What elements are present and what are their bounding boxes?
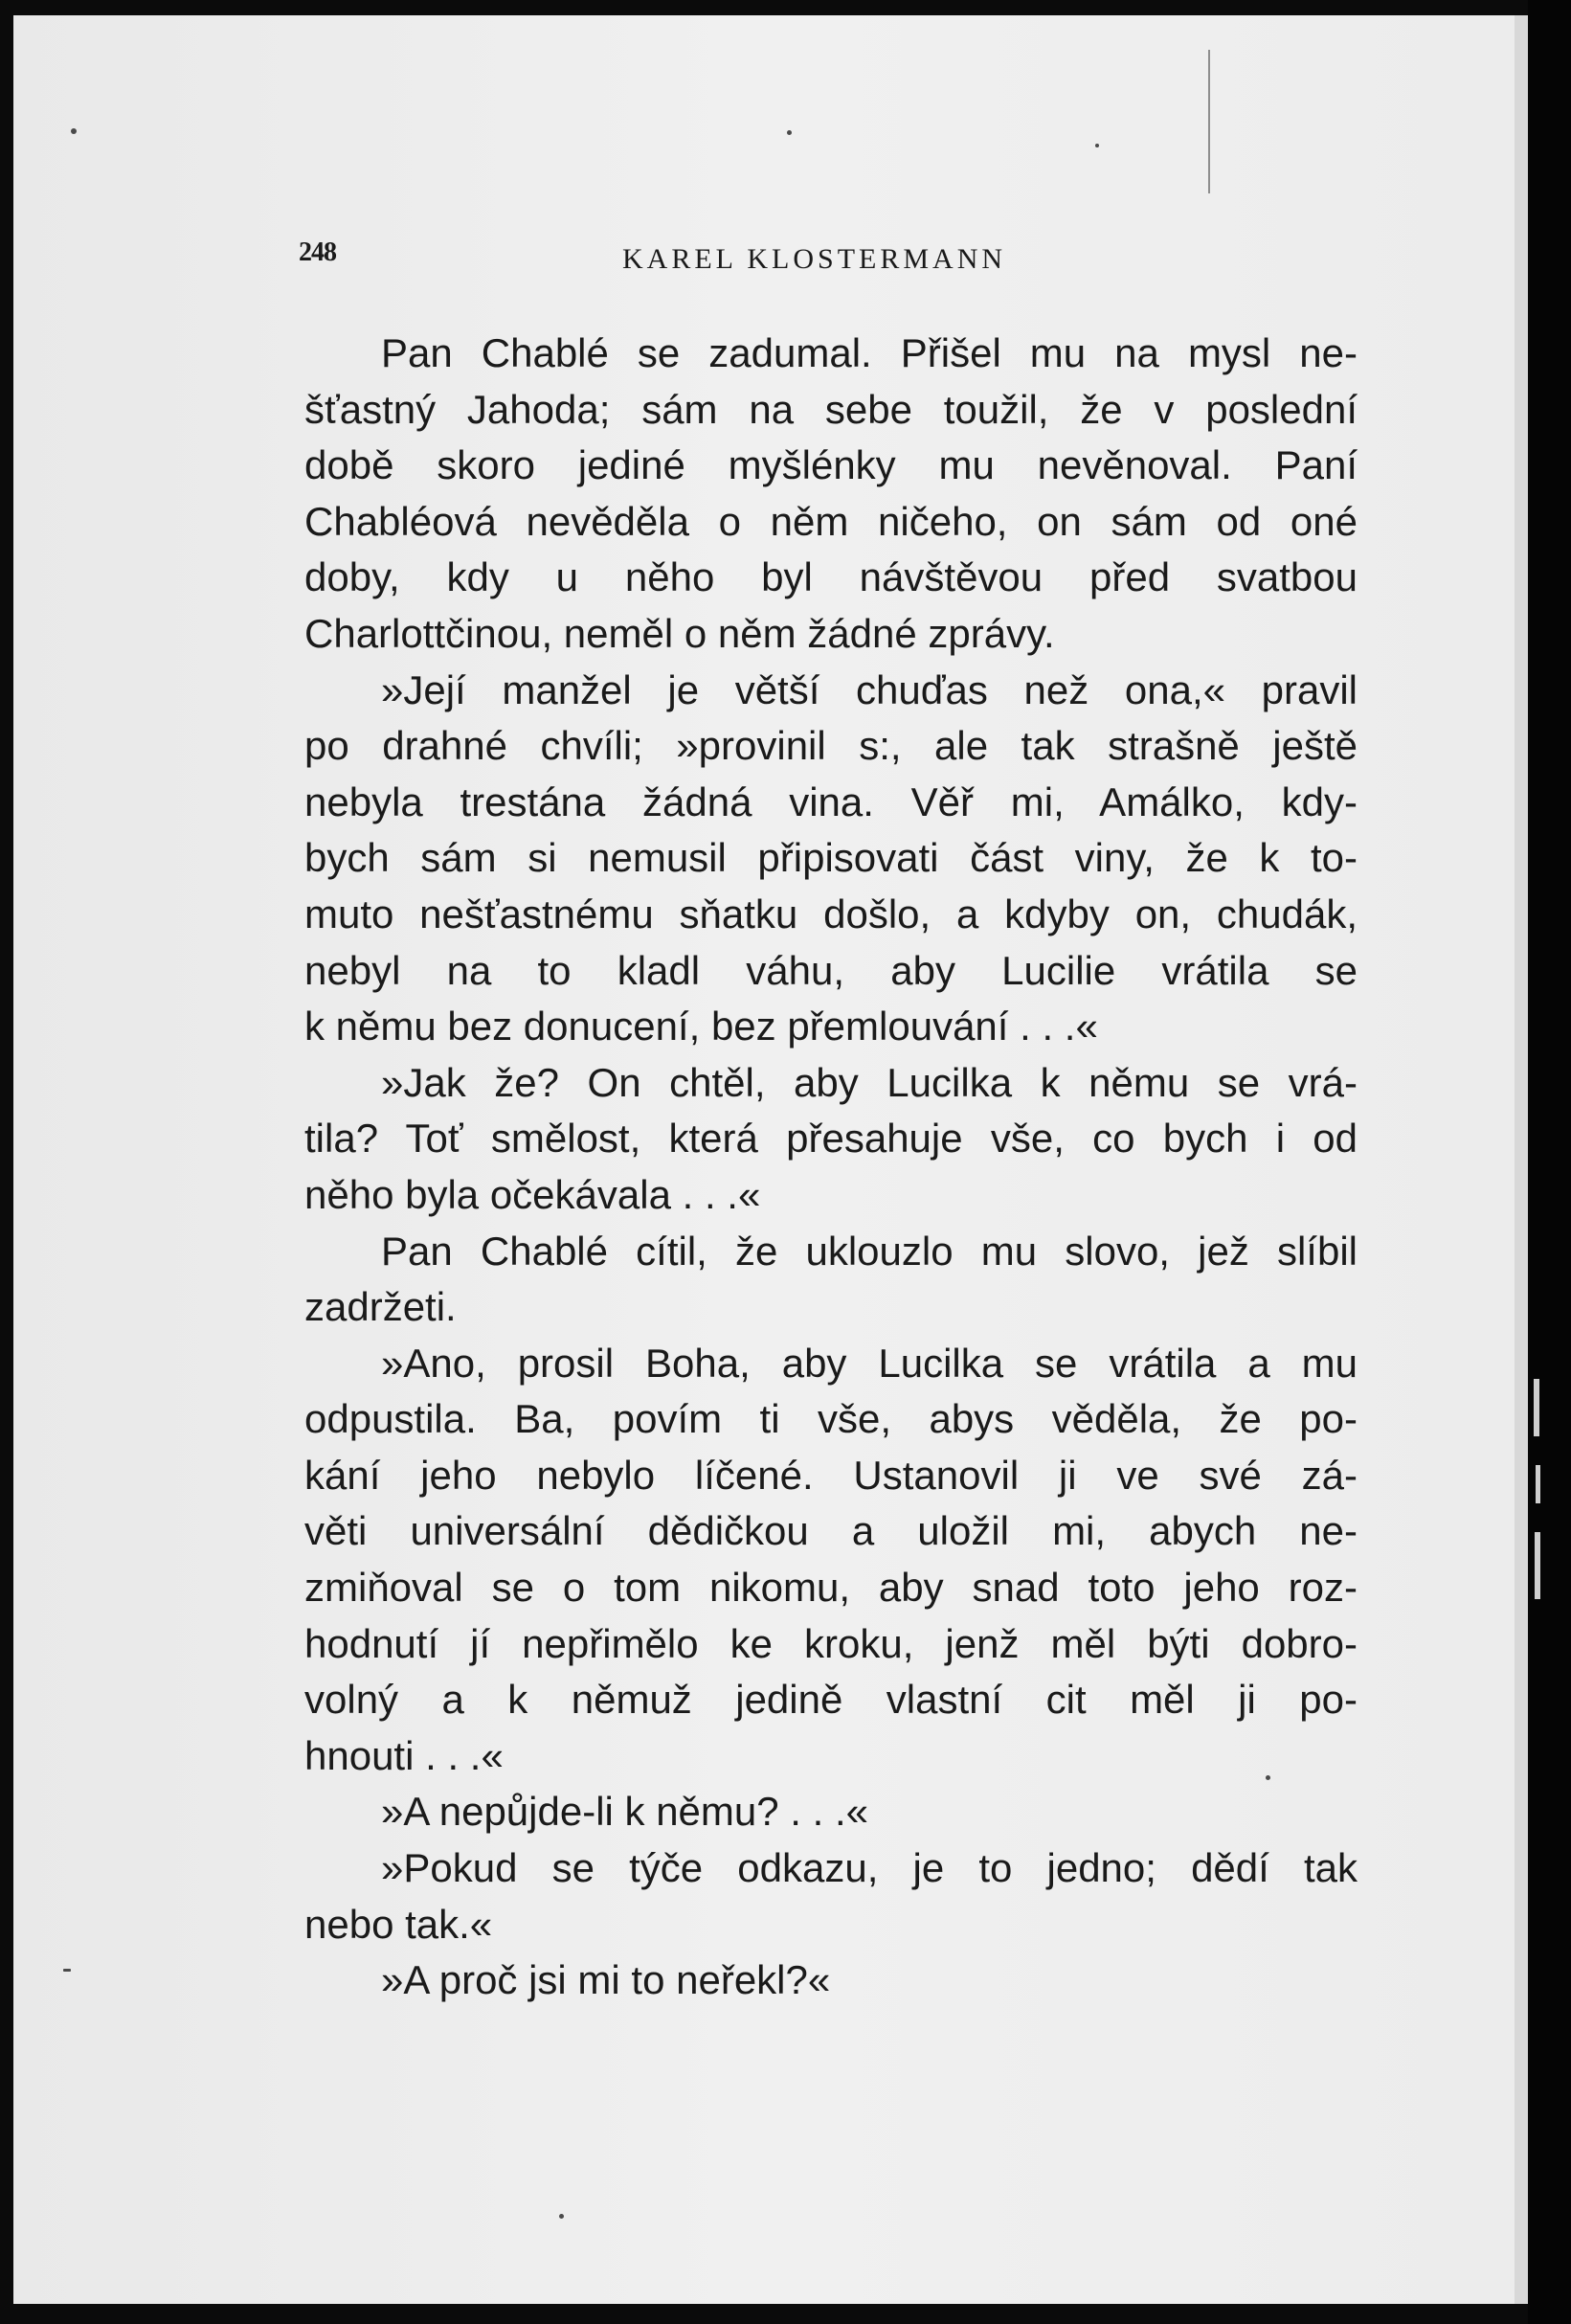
speck: [71, 128, 77, 134]
text-line: »Ano, prosil Boha, aby Lucilka se vrátila a mu: [381, 1340, 1358, 1386]
text-line: »Pokud se týče odkazu, je to jedno; dědí tak: [381, 1845, 1358, 1891]
text-line: k němu bez donucení, bez přemlouvání . . .«: [304, 1004, 1098, 1049]
body-text: [304, 326, 1358, 2009]
running-title: KAREL KLOSTERMANN: [622, 243, 1007, 275]
page-number: 248: [299, 237, 336, 267]
speck: [559, 2214, 564, 2219]
text-line: Pan Chablé cítil, že uklouzlo mu slovo, jež slíbil: [381, 1228, 1358, 1274]
text-line: »A proč jsi mi to neřekl?«: [381, 1957, 831, 2003]
text-line: »Její manžel je větší chuďas než ona,« pravil: [381, 666, 1358, 712]
edge-mark: [1535, 1532, 1540, 1599]
text-line: něho byla očekávala . . .«: [304, 1171, 761, 1217]
text-line: »Jak že? On chtěl, aby Lucilka k němu se vrá-: [381, 1059, 1358, 1105]
speck: [1095, 144, 1099, 147]
edge-mark: [1534, 1379, 1539, 1436]
text-line: šťastný Jahoda; sám na sebe toužil, že v poslední: [304, 386, 1358, 432]
text-line: nebyla trestána žádná vina. Věř mi, Amálko, kdy-: [304, 778, 1358, 824]
text-line: tila? Toť smělost, která přesahuje vše, co bych i od: [304, 1116, 1358, 1162]
text-line: hodnutí jí nepřimělo ke kroku, jenž měl býti dobro-: [304, 1620, 1358, 1666]
text-line: zmiňoval se o tom nikomu, aby snad toto jeho roz-: [304, 1565, 1358, 1611]
text-line: doby, kdy u něho byl návštěvou před svatbou: [304, 554, 1358, 600]
text-line: Pan Chablé se zadumal. Přišel mu na mysl ne-: [381, 330, 1358, 375]
text-line: hnouti . . .«: [304, 1732, 504, 1778]
text-line: době skoro jediné myšlénky mu nevěnoval. Paní: [304, 442, 1358, 488]
text-line: Charlottčinou, neměl o něm žádné zprávy.: [304, 610, 1055, 656]
text-line: nebo tak.«: [304, 1901, 493, 1947]
page-edge-strip: [1515, 15, 1528, 2304]
scan-border: [1528, 0, 1571, 2324]
scan-artifact-line: [1208, 50, 1210, 193]
text-line: bych sám si nemusil připisovati část viny, že k to-: [304, 835, 1358, 881]
speck: [63, 1969, 71, 1972]
text-line: zadržeti.: [304, 1284, 457, 1330]
edge-mark: [1536, 1465, 1540, 1503]
text-line: kání jeho nebylo líčené. Ustanovil ji ve své zá-: [304, 1452, 1358, 1498]
text-line: Chabléová nevěděla o něm ničeho, on sám od oné: [304, 498, 1358, 544]
text-line: muto nešťastnému sňatku došlo, a kdyby on, chudák,: [304, 891, 1358, 936]
text-line: po drahné chvíli; »provinil s:, ale tak strašně ještě: [304, 723, 1358, 769]
page-header: [0, 237, 1571, 276]
speck: [787, 130, 792, 135]
text-line: odpustila. Ba, povím ti vše, abys věděla, že po-: [304, 1396, 1358, 1442]
text-line: věti universální dědičkou a uložil mi, abych ne-: [304, 1508, 1358, 1554]
text-line: nebyl na to kladl váhu, aby Lucilie vrátila se: [304, 947, 1358, 993]
text-line: »A nepůjde-li k němu? . . .«: [381, 1789, 868, 1835]
text-line: volný a k němuž jedině vlastní cit měl ji po-: [304, 1677, 1358, 1723]
